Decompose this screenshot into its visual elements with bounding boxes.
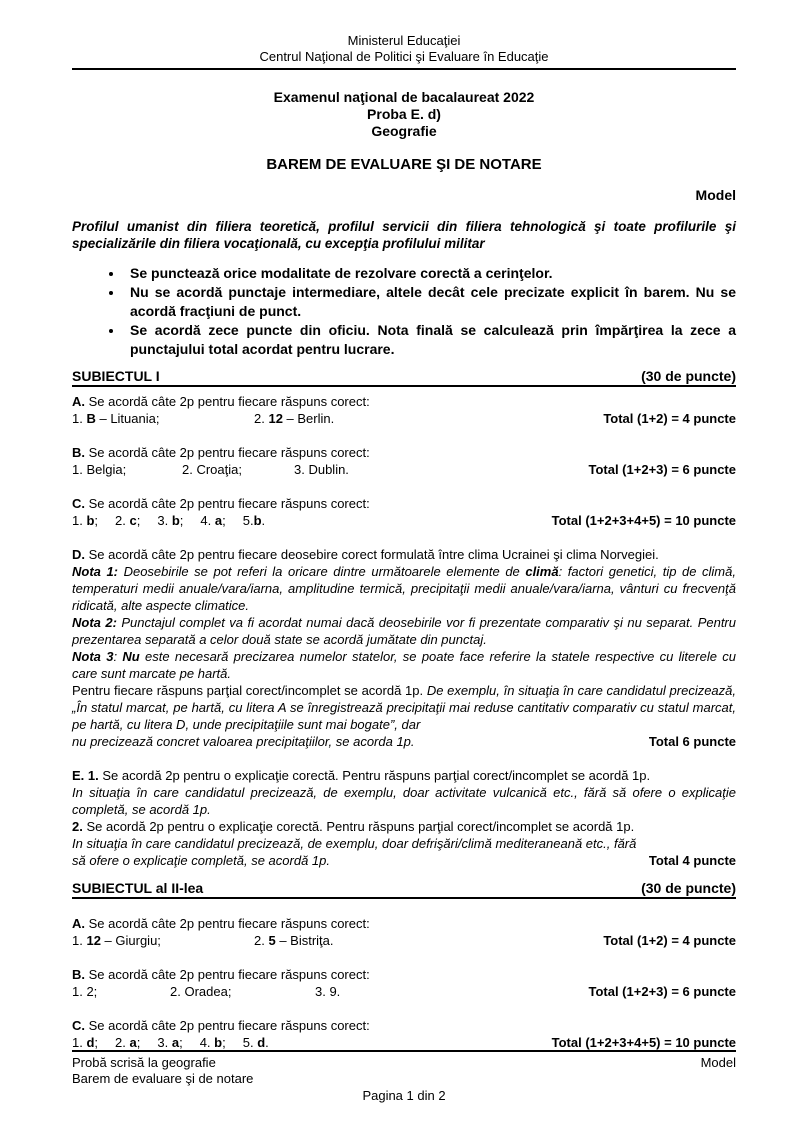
answer-item: 1. 12 – Giurgiu; <box>72 933 161 948</box>
document-header <box>72 33 736 70</box>
barem-title: BAREM DE EVALUARE ŞI DE NOTARE <box>266 156 542 173</box>
s2-section-c-answers <box>72 1034 736 1051</box>
answer-item: 1. Belgia; <box>72 462 127 477</box>
exam-subject: Geografie <box>371 123 437 139</box>
subject2-title: SUBIECTUL al II-lea <box>72 880 204 896</box>
footer-left-line2: Barem de evaluare şi de notare <box>72 1071 254 1086</box>
answer-item: 5. d. <box>242 1035 269 1050</box>
s2-section-a-answers <box>72 932 736 949</box>
s1-section-e-note2: In situaţia în care candidatul precizează, de exemplu, doar defrişări/climă mediteraneană etc., fără <box>72 836 637 851</box>
answer-item: 3. a; <box>157 1035 183 1050</box>
subject1-points: (30 de puncte) <box>641 368 736 384</box>
s1-section-e-note1: In situaţia în care candidatul precizează, de exemplu, doar activitate vulcanică etc., fără să ofere o explicaţie completă, se acordă 1p. <box>72 785 736 817</box>
answer-item: 3. Dublin. <box>294 462 349 477</box>
total-points: Total (1+2+3+4+5) = 10 puncte <box>551 513 736 528</box>
s2-section-b-intro: B. Se acordă câte 2p pentru fiecare răspuns corect: <box>72 967 370 982</box>
answer-item: 2. a; <box>115 1035 141 1050</box>
s1-section-d-lastline: nu precizează concret valoarea precipitaţiilor, se acorda 1p. Total 6 puncte <box>72 734 736 749</box>
s1-section-d-nota2: Nota 2: Punctajul complet va fi acordat numai dacă deosebirile vor fi prezentate comparativ şi nu separat. Pentru prezentarea separată a celor două state se acordă jumătate din punctaj. <box>72 615 736 647</box>
answer-item: 1. d; <box>72 1035 99 1050</box>
subject2-heading <box>72 879 736 899</box>
s1-section-c-answers <box>72 512 736 529</box>
title-block <box>72 89 736 140</box>
center-line: Centrul Naţional de Politici şi Evaluare în Educaţie <box>259 49 549 64</box>
ministry-line: Ministerul Educaţiei <box>347 33 461 48</box>
footer-left-line1: Probă scrisă la geografie <box>72 1055 216 1070</box>
s1-section-e-lastline: să ofere o explicaţie completă, se acordă 1p. Total 4 puncte <box>72 853 736 868</box>
total-points: Total (1+2) = 4 puncte <box>603 411 736 426</box>
s2-section-b-answers <box>72 983 736 1000</box>
s1-section-e-line2: 2. Se acordă 2p pentru o explicaţie corectă. Pentru răspuns parţial corect/incomplet se acordă 1p. <box>72 819 635 834</box>
answer-item: 1. B – Lituania; <box>72 411 160 426</box>
total-points: Total (1+2+3) = 6 puncte <box>588 462 736 477</box>
s1-section-a-answers <box>72 410 736 427</box>
rules-list <box>72 264 736 359</box>
answer-item: 1. b; <box>72 513 99 528</box>
rule-item: • Se acordă zece puncte din oficiu. Nota finală se calculează prin împărţirea la zece a punctajului total acordat pentru lucrare. <box>124 321 736 359</box>
subject1-title: SUBIECTUL I <box>72 368 160 384</box>
answer-item: 3. 9. <box>315 984 341 999</box>
profile-note: Profilul umanist din filiera teoretică, profilul servicii din filiera tehnologică şi toate profilurile şi specializările din filiera vocaţională, cu excepţia profilului militar <box>72 219 736 251</box>
s1-section-d-nota1: Nota 1: Deosebirile se pot referi la oricare dintre următoarele elemente de climă: factori genetici, tip de climă, temperaturi medii anuale/vara/iarna, amplitudine termică, precipitaţii medii anuale/vara/iarna, vânturi cu frecvenţă ridicată, alte aspecte climatice. <box>72 564 736 613</box>
answer-item: 2. 5 – Bistriţa. <box>254 933 334 948</box>
rule-item: • Nu se acordă punctaje intermediare, altele decât cele precizate explicit în barem. Nu se acordă fracţiuni de punct. <box>124 283 736 321</box>
s2-section-c-intro: C. Se acordă câte 2p pentru fiecare răspuns corect: <box>72 1018 370 1033</box>
model-label: Model <box>695 187 736 203</box>
answer-item: 2. Croaţia; <box>182 462 242 477</box>
s1-section-b-answers <box>72 461 736 478</box>
page-number: Pagina 1 din 2 <box>362 1088 446 1103</box>
answer-item: 2. c; <box>115 513 141 528</box>
exam-proba: Proba E. d) <box>367 106 441 122</box>
s1-section-d-intro: D. Se acordă câte 2p pentru fiecare deosebire corect formulată între clima Ucrainei şi clima Norvegiei. <box>72 547 659 562</box>
s1-section-c-intro: C. Se acordă câte 2p pentru fiecare răspuns corect: <box>72 496 370 511</box>
total-points: Total 4 puncte <box>648 853 736 868</box>
s1-section-d-nota3: Nota 3: Nu este necesară precizarea numelor statelor, se poate face referire la statele respective cu literele cu care sunt marcate pe hartă. <box>72 649 736 681</box>
exam-title: Examenul naţional de bacalaureat 2022 <box>273 89 535 105</box>
answer-item: 2. Oradea; <box>170 984 232 999</box>
answer-item: 2. 12 – Berlin. <box>254 411 335 426</box>
subject1-heading <box>72 367 736 387</box>
total-points: Total 6 puncte <box>648 734 736 749</box>
s1-section-e-line1: E. 1. Se acordă 2p pentru o explicaţie corectă. Pentru răspuns parţial corect/incomplet se acordă 1p. <box>72 768 651 783</box>
s1-section-b-intro: B. Se acordă câte 2p pentru fiecare răspuns corect: <box>72 445 370 460</box>
answer-item: 4. b; <box>199 1035 226 1050</box>
subject2-points: (30 de puncte) <box>641 880 736 896</box>
answer-item: 4. a; <box>200 513 226 528</box>
document-footer <box>72 1050 736 1104</box>
rule-item: • Se punctează orice modalitate de rezolvare corectă a cerinţelor. <box>124 264 736 283</box>
s2-section-a-intro: A. Se acordă câte 2p pentru fiecare răspuns corect: <box>72 916 370 931</box>
answer-item: 5.b. <box>242 513 266 528</box>
answer-item: 1. 2; <box>72 984 98 999</box>
total-points: Total (1+2+3) = 6 puncte <box>588 984 736 999</box>
footer-model-label: Model <box>700 1055 736 1070</box>
s1-section-a-intro: A. Se acordă câte 2p pentru fiecare răspuns corect: <box>72 394 370 409</box>
total-points: Total (1+2) = 4 puncte <box>603 933 736 948</box>
total-points: Total (1+2+3+4+5) = 10 puncte <box>551 1035 736 1050</box>
s1-section-d-partial: Pentru fiecare răspuns parţial corect/incomplet se acordă 1p. De exemplu, în situaţia în care candidatul precizează, „În statul marcat, pe hartă, cu litera A se înregistrează precipitaţii mai reduse cantitativ comparativ cu statul marcat, pe hartă, cu litera D, unde precipitaţiile sunt mai bogate”, dar <box>72 683 737 732</box>
answer-item: 3. b; <box>157 513 184 528</box>
